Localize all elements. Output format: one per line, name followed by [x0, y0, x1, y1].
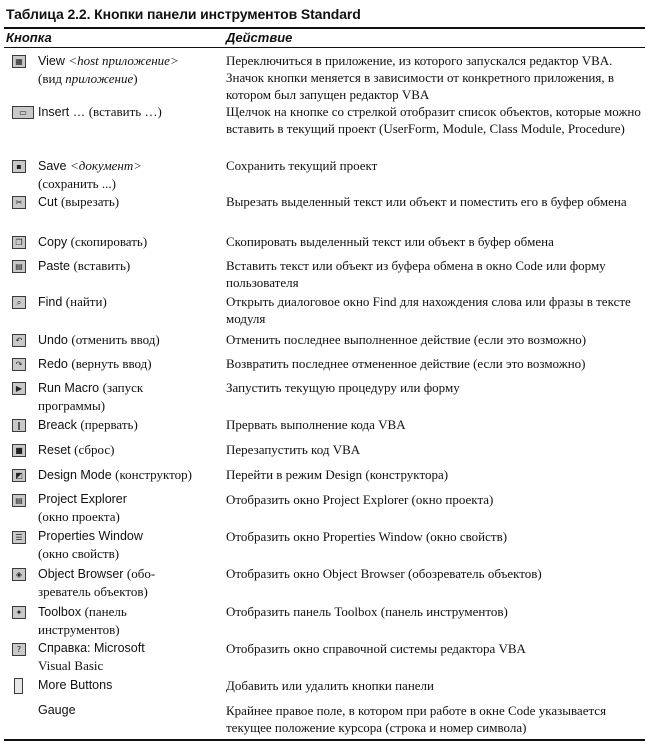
- help-icon: ?: [12, 643, 26, 656]
- button-action: Отменить последнее выполненное действие (если это возможно): [226, 332, 587, 347]
- button-action: Сохранить текущий проект: [226, 158, 378, 173]
- button-action: Прервать выполнение кода VBA: [226, 417, 406, 432]
- button-name: Справка: Microsoft Visual Basic: [38, 641, 145, 673]
- button-action: Перейти в режим Design (конструктора): [226, 467, 449, 482]
- button-name: Redo (вернуть ввод): [38, 356, 152, 371]
- button-action: Скопировать выделенный текст или объект в буфер обмена: [226, 234, 554, 249]
- button-action: Переключиться в приложение, из которого запускался редактор VBA. Значок кнопки меняется в зависимости от конкретного приложения, в котором был запущен редактор VBA: [226, 53, 614, 102]
- cut-icon: ✂: [12, 196, 26, 209]
- button-name: Cut (вырезать): [38, 194, 120, 209]
- button-action: Возвратить последнее отмененное действие (если это возможно): [226, 356, 586, 371]
- button-action: Крайнее правое поле, в котором при работе в окне Code указывается текущее положение курсора (строка и номер символа): [226, 703, 607, 735]
- more-buttons-icon: [14, 678, 23, 694]
- button-name: Insert … (вставить …): [38, 104, 162, 119]
- view-excel-icon: ▦: [12, 55, 26, 68]
- button-name: Reset (сброс): [38, 442, 115, 457]
- button-name: More Buttons: [38, 678, 113, 692]
- button-name: Toolbox (панель инструментов): [38, 604, 127, 637]
- button-action: Перезапустить код VBA: [226, 442, 361, 457]
- break-icon: ‖: [12, 419, 26, 432]
- button-action: Отобразить окно Object Browser (обозреватель объектов): [226, 566, 542, 581]
- button-name: Gauge: [38, 703, 76, 717]
- table-bottom-rule: [4, 739, 645, 741]
- redo-icon: ↷: [12, 358, 26, 371]
- save-icon: ▪: [12, 160, 26, 173]
- header-rule: [4, 47, 645, 48]
- button-action: Отобразить окно справочной системы редактора VBA: [226, 641, 526, 656]
- paste-icon: ▤: [12, 260, 26, 273]
- copy-icon: ❐: [12, 236, 26, 249]
- button-name: Properties Window (окно свойств): [38, 529, 143, 561]
- run-macro-icon: ▶: [12, 382, 26, 395]
- button-action: Отобразить окно Project Explorer (окно проекта): [226, 492, 494, 507]
- header-action-column: Действие: [226, 30, 293, 45]
- properties-window-icon: ☰: [12, 531, 26, 544]
- button-name: Save <документ> (сохранить ...): [38, 158, 143, 191]
- button-name: Undo (отменить ввод): [38, 332, 160, 347]
- undo-icon: ↶: [12, 334, 26, 347]
- button-name: View <host приложение> (вид приложение): [38, 53, 179, 86]
- design-mode-icon: ◩: [12, 469, 26, 482]
- button-action: Отобразить окно Properties Window (окно свойств): [226, 529, 508, 544]
- header-button-column: Кнопка: [6, 30, 52, 45]
- object-browser-icon: ◈: [12, 568, 26, 581]
- button-action: Щелчок на кнопке со стрелкой отобразит список объектов, которые можно вставить в текущий проект (UserForm, Module, Class Module, Procedure): [226, 104, 641, 136]
- button-action: Вырезать выделенный текст или объект и поместить его в буфер обмена: [226, 194, 627, 209]
- button-action: Открыть диалоговое окно Find для нахождения слова или фразы в тексте модуля: [226, 294, 631, 326]
- table-caption: Таблица 2.2. Кнопки панели инструментов Standard: [6, 6, 361, 22]
- table-top-rule: [4, 27, 645, 29]
- button-name: Copy (скопировать): [38, 234, 148, 249]
- find-icon: ⌕: [12, 296, 26, 309]
- reset-icon: ■: [12, 444, 26, 457]
- button-name: Find (найти): [38, 294, 107, 309]
- project-explorer-icon: ▤: [12, 494, 26, 507]
- insert-userform-icon: ▭: [12, 106, 34, 119]
- button-name: Design Mode (конструктор): [38, 467, 192, 482]
- button-name: Project Explorer (окно проекта): [38, 492, 127, 524]
- button-action: Вставить текст или объект из буфера обмена в окно Code или форму пользователя: [226, 258, 606, 290]
- button-name: Paste (вставить): [38, 258, 131, 273]
- button-name: Run Macro (запуск программы): [38, 380, 144, 413]
- button-name: Object Browser (обо- зреватель объектов): [38, 566, 156, 599]
- button-name: Breack (прервать): [38, 417, 138, 432]
- toolbox-icon: ✦: [12, 606, 26, 619]
- button-action: Запустить текущую процедуру или форму: [226, 380, 460, 395]
- button-action: Добавить или удалить кнопки панели: [226, 678, 434, 693]
- button-action: Отобразить панель Toolbox (панель инструментов): [226, 604, 508, 619]
